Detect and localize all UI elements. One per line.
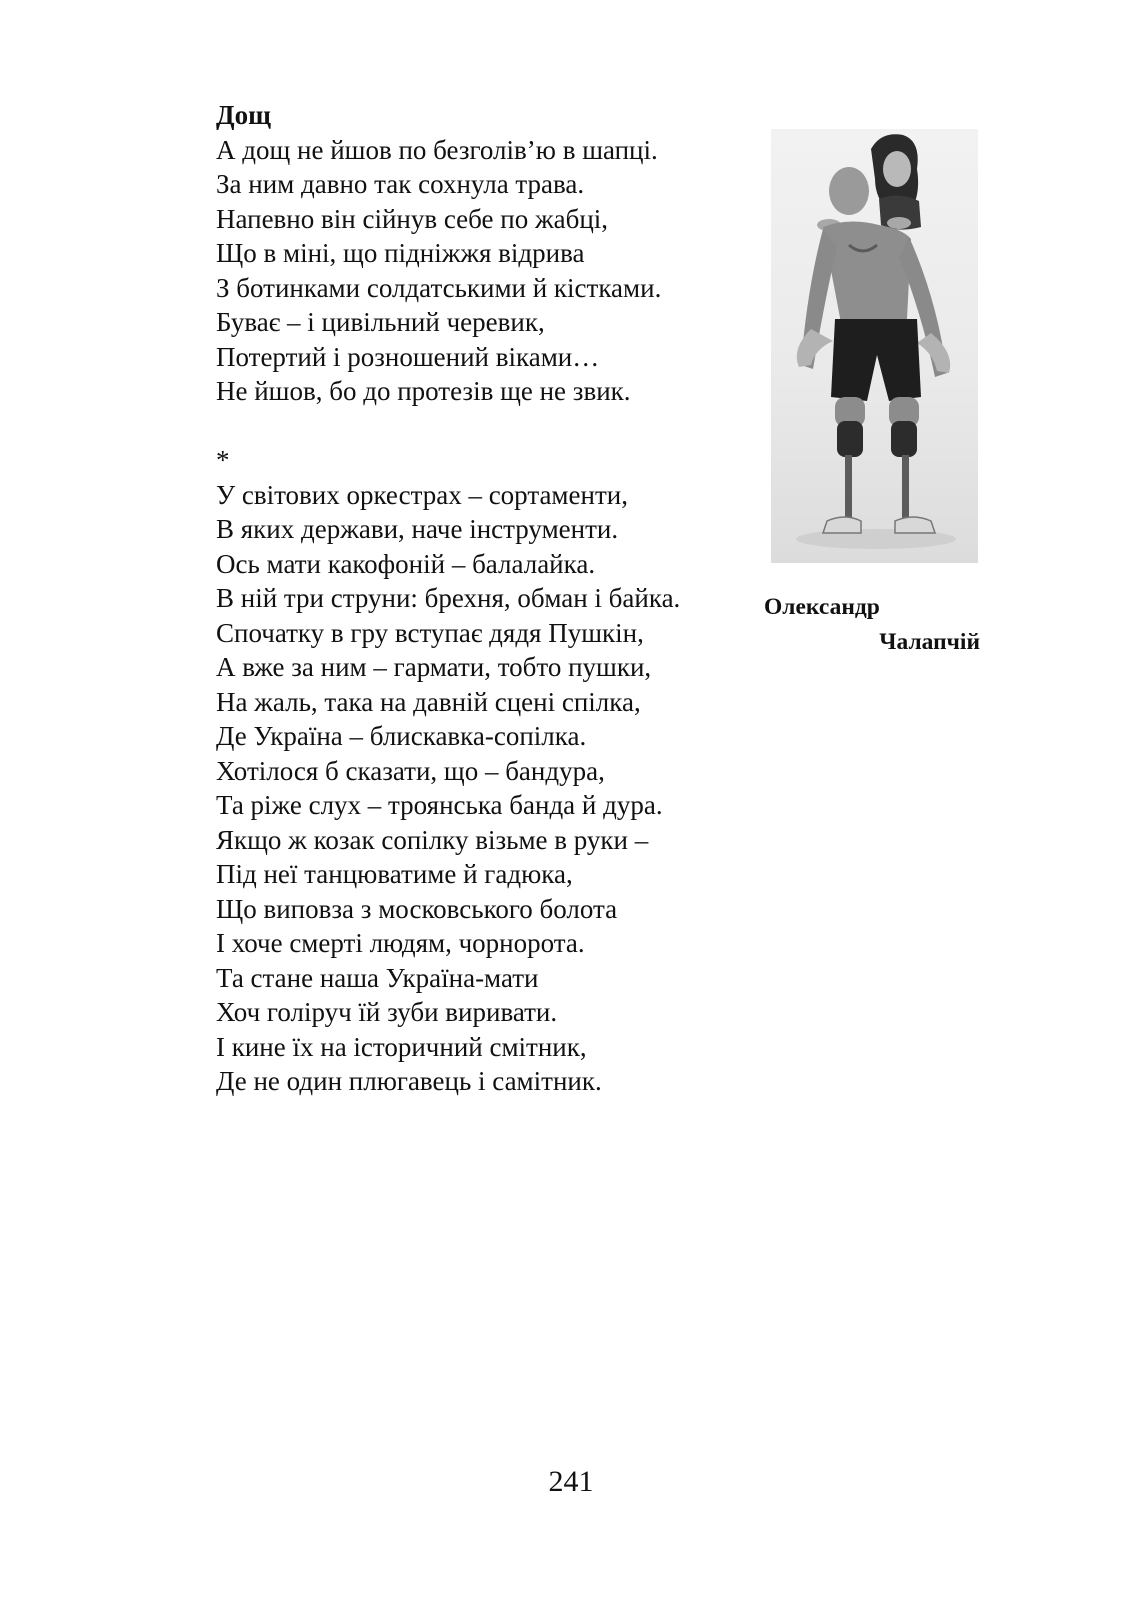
prosthesis-socket-left <box>837 421 863 457</box>
poem-line: Напевно він сійнув себе по жабці, <box>216 203 609 234</box>
poem-line: Не йшов, бо до протезів ще не звик. <box>216 376 631 406</box>
poem-line: Під неї танцюватиме й гадюка, <box>216 859 573 889</box>
man-shorts <box>831 319 921 401</box>
poem-line: Потертий і розношений віками… <box>216 341 600 372</box>
poem-line: Де не один плюгавець і самітник. <box>216 1066 602 1096</box>
man-torso <box>823 221 911 325</box>
woman-hand-right <box>887 217 911 229</box>
prosthesis-socket-right <box>891 421 917 457</box>
poem-line: А вже за ним – гармати, тобто пушки, <box>216 652 652 682</box>
poem-line: В яких держави, наче інструменти. <box>216 514 619 544</box>
author-photo <box>771 129 978 563</box>
poem-line: Якщо ж козак сопілку візьме в руки – <box>216 824 649 855</box>
author-last-name: Чалапчій <box>879 629 980 655</box>
author-first-name: Олександр <box>764 594 880 620</box>
poem-line: Хотілося б сказати, що – бандура, <box>216 755 605 786</box>
shoe-left <box>823 517 861 533</box>
poem-line: Хоч голіруч їй зуби виривати. <box>216 997 558 1027</box>
poem-line: І хоче смерті людям, чорнорота. <box>216 928 585 958</box>
woman-leg-left <box>797 329 833 367</box>
author-photo-illustration <box>771 129 978 563</box>
poem-line: Спочатку в гру вступає дядя Пушкін, <box>216 617 644 648</box>
poem-line: Та стане наша Україна-мати <box>216 962 539 993</box>
prosthesis-pylon-right <box>902 455 909 519</box>
poem-line: А дощ не йшов по безголів’ю в шапці. <box>216 134 658 165</box>
poem-line: На жаль, така на давній сцені спілка, <box>216 686 641 717</box>
poem-line: Ось мати какофоній – балалайка. <box>216 548 596 579</box>
poem-line: Що в міні, що підніжжя відрива <box>216 238 585 268</box>
author-name <box>764 590 980 660</box>
poem-line: В ній три струни: брехня, обман і байка. <box>216 583 681 613</box>
woman-face <box>883 151 911 187</box>
poem-separator: * <box>216 445 230 475</box>
poem-line: З ботинками солдатськими й кістками. <box>216 272 662 303</box>
poem-title: Дощ <box>216 100 271 130</box>
prosthesis-pylon-left <box>845 455 852 519</box>
man-head <box>829 167 869 215</box>
stanza-gap <box>216 409 756 444</box>
poem-line: У світових оркестрах – сортаменти, <box>216 479 628 510</box>
page-number: 241 <box>548 1465 594 1498</box>
poem-line: Буває – і цивільний черевик, <box>216 307 545 337</box>
poem-line: За ним давно так сохнула трава. <box>216 169 585 199</box>
poem-column <box>216 98 756 1099</box>
poem-line: Де Україна – блискавка-сопілка. <box>216 721 587 751</box>
poem-line: І кине їх на історичний смітник, <box>216 1031 587 1062</box>
shoe-right <box>895 517 935 533</box>
poem-line: Та ріже слух – троянська банда й дура. <box>216 790 663 820</box>
poem-line: Що виповза з московського болота <box>216 893 618 924</box>
